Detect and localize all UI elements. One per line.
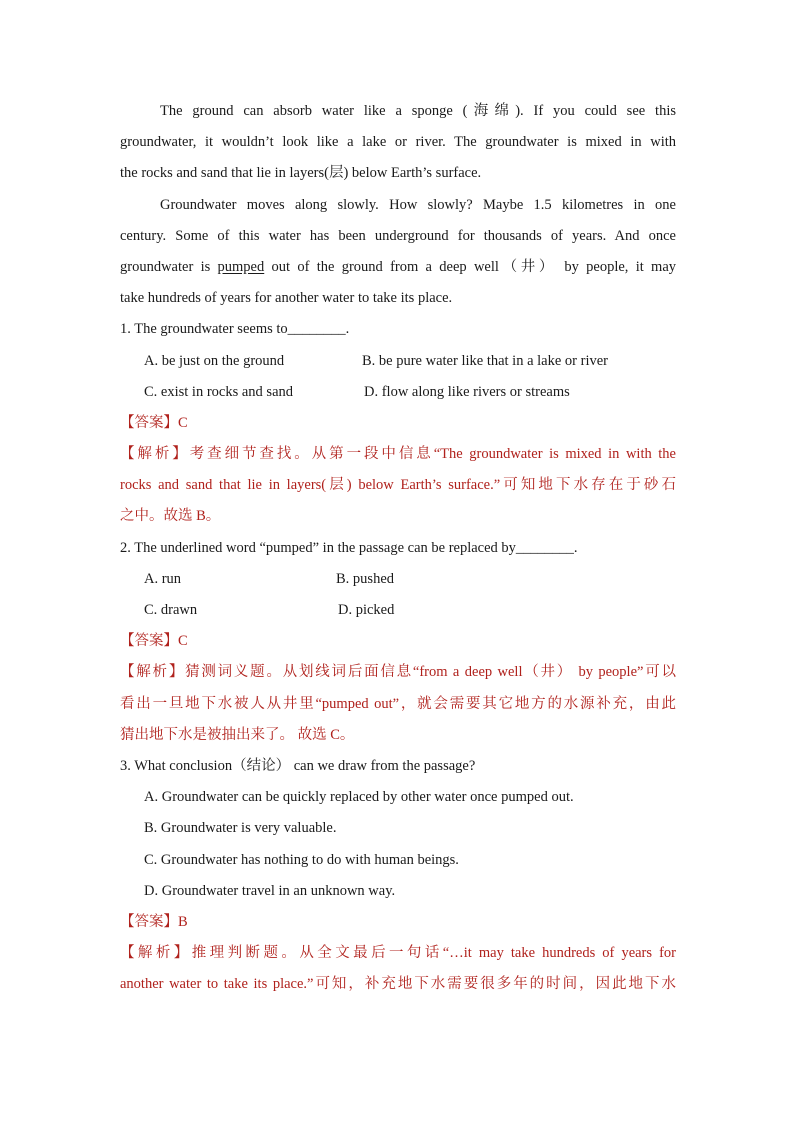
answer-value: C	[178, 633, 188, 650]
passage-p1-line2: groundwater, it wouldn’t look like a lake or river. The groundwater is mixed in with	[120, 134, 676, 151]
analysis-label: 【解析】	[120, 664, 186, 681]
passage-text: groundwater is	[120, 258, 218, 275]
question-2-options-row2	[120, 595, 676, 626]
question-3-option-d: D. Groundwater travel in an unknown way.	[144, 882, 396, 899]
option-b: B. be pure water like that in a lake or river	[362, 352, 608, 369]
question-1-analysis-line3: 之中。故选 B。	[120, 508, 221, 525]
question-3-option-c: C. Groundwater has nothing to do with human beings.	[144, 851, 459, 868]
question-2-analysis-line1	[120, 657, 676, 688]
option-d: D. picked	[338, 602, 395, 618]
analysis-text: 猜测词义题。从划线词后面信息“from a deep well（井） by people”可以	[185, 664, 676, 681]
question-3-stem: 3. What conclusion（结论） can we draw from the passage?	[120, 757, 476, 774]
question-2-analysis-line2: 看出一旦地下水被人从井里“pumped out”，就会需要其它地方的水源补充，由此	[120, 695, 676, 712]
question-2-stem: 2. The underlined word “pumped” in the passage can be replaced by________.	[120, 539, 578, 556]
question-2-analysis-line3: 猜出地下水是被抽出来了。 故选 C。	[120, 726, 355, 743]
analysis-text: 考查细节查找。从第一段中信息“The groundwater is mixed in with the	[189, 446, 676, 463]
passage-p2-line1: Groundwater moves along slowly. How slowly? Maybe 1.5 kilometres in one	[160, 196, 676, 213]
question-2-options-row1	[120, 564, 676, 595]
question-1-answer	[120, 408, 676, 439]
analysis-text: 推理判断题。从全文最后一句话“…it may take hundreds of years for	[191, 945, 676, 962]
question-1-options-row1	[120, 346, 676, 377]
option-a: A. be just on the ground	[144, 352, 285, 369]
document-page	[120, 96, 676, 1000]
passage-p1-line3: the rocks and sand that lie in layers(层) below Earth’s surface.	[120, 165, 482, 182]
question-3-option-a: A. Groundwater can be quickly replaced by other water once pumped out.	[144, 789, 574, 806]
question-3-analysis-line2: another water to take its place.”可知，补充地下水需要很多年的时间，因此地下水	[120, 976, 676, 993]
option-c: C. exist in rocks and sand	[144, 383, 294, 400]
passage-text: out of the ground from a deep well（井） by people, it may	[264, 258, 677, 275]
question-1-analysis-line1	[120, 439, 676, 470]
question-3-analysis-line1	[120, 938, 676, 969]
question-3-option-b: B. Groundwater is very valuable.	[144, 820, 337, 837]
answer-label: 【答案】	[120, 414, 178, 431]
option-d: D. flow along like rivers or streams	[364, 383, 570, 400]
question-1-analysis-line2: rocks and sand that lie in layers(层) below Earth’s surface.”可知地下水存在于砂石	[120, 477, 676, 494]
option-b: B. pushed	[336, 570, 394, 587]
question-3-answer	[120, 907, 676, 938]
passage-p1-line1: The ground can absorb water like a sponge (海绵). If you could see this	[160, 103, 676, 119]
option-c: C. drawn	[144, 602, 198, 618]
passage-p2-line2: century. Some of this water has been underground for thousands of years. And once	[120, 227, 676, 244]
underlined-word-pumped: pumped	[217, 258, 265, 275]
passage-p2-line4: take hundreds of years for another water to take its place.	[120, 290, 453, 307]
answer-value: B	[178, 913, 188, 930]
answer-label: 【答案】	[120, 913, 178, 930]
question-2-answer	[120, 626, 676, 657]
analysis-label: 【解析】	[120, 945, 192, 962]
answer-value: C	[178, 414, 188, 431]
question-1-stem: 1. The groundwater seems to________.	[120, 321, 350, 338]
question-1-options-row2	[120, 377, 676, 408]
analysis-label: 【解析】	[120, 446, 190, 463]
passage-p2-line3	[120, 252, 676, 283]
answer-label: 【答案】	[120, 633, 178, 650]
option-a: A. run	[144, 570, 182, 587]
